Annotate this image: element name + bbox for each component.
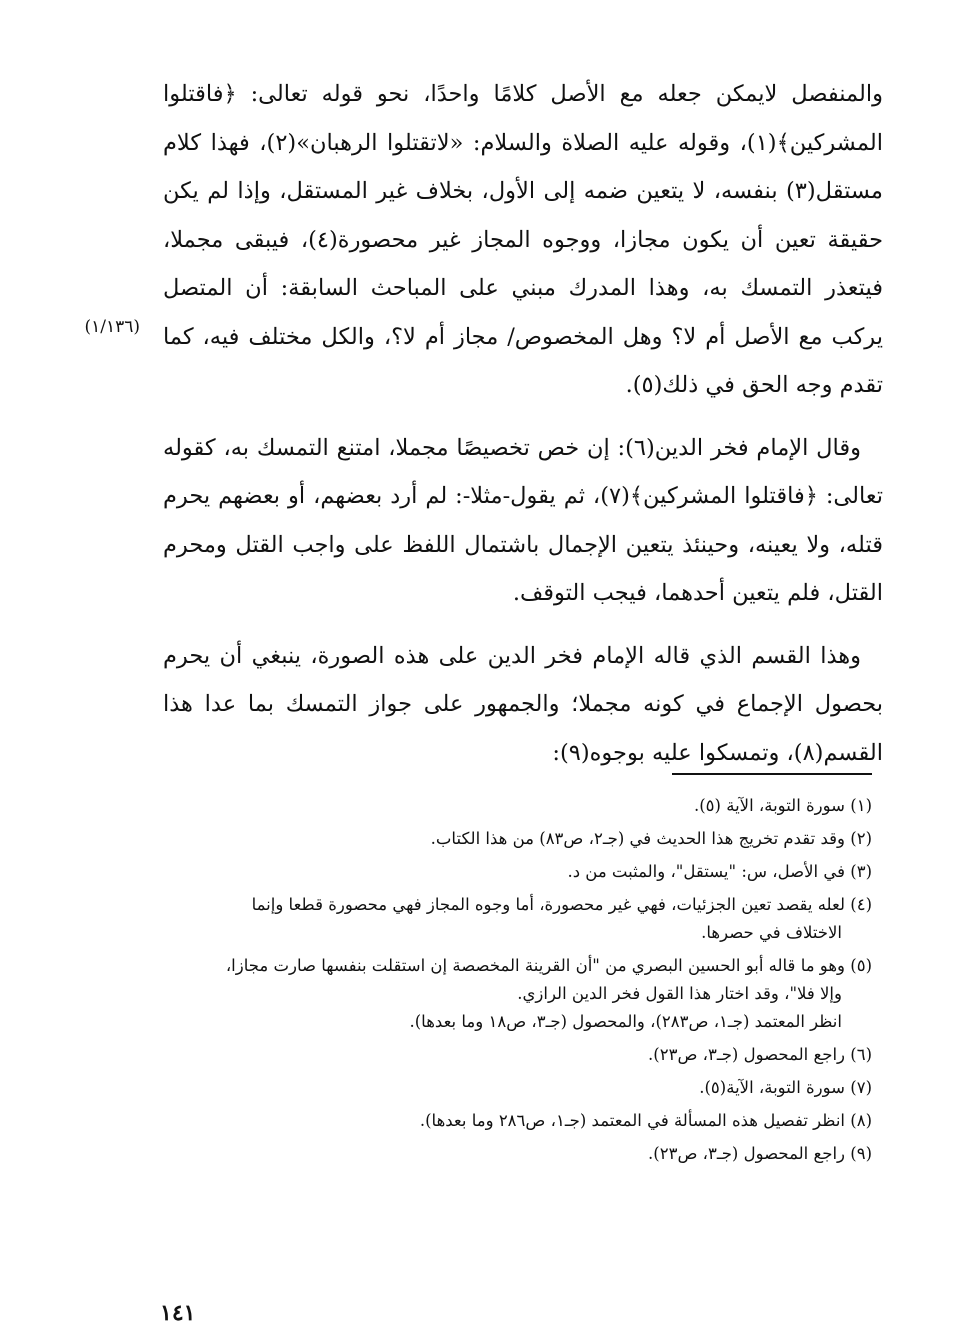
paragraph-2: وقال الإمام فخر الدين(٦): إن خص تخصيصًا مجملا، امتنع التمسك به، كقوله تعالى: ﴿فاقتلوا المشركين﴾(٧)، ثم يقول-مثلا-: لم أرد بعضهم، أو بعضهم يحرم قتله، ولا يعينه، وحينئذ يتعين الإجمال باشتمال اللفظ على واجب القتل ومحرم القتل، فلم يتعين أحدهما، فيجب التوقف.	[163, 434, 883, 606]
footnote-6: (٦) راجع المحصول (جـ٣، ص٢٣).	[648, 1045, 872, 1064]
manuscript-folio-reference: (١/١٣٦)	[84, 317, 140, 337]
footnote-5	[150, 952, 872, 1036]
footnote-4-line-2: الاختلاف في حصرها.	[701, 923, 842, 942]
paragraph-3: وهذا القسم الذي قاله الإمام فخر الدين على هذه الصورة، ينبغي أن يحرم بحصول الإجماع في كونه مجملا؛ والجمهور على جواز التمسك بما عدا هذا القسم(٨)، وتمسكوا عليه بوجوه(٩):	[163, 642, 883, 766]
footnote-3: (٣) في الأصل، س: "يستقل"، والمثبت من د.	[567, 862, 872, 881]
footnote-7: (٧) سورة التوبة، الآية(٥).	[699, 1078, 872, 1097]
footnote-9: (٩) راجع المحصول (جـ٣، ص٢٣).	[648, 1144, 872, 1163]
footnote-divider	[672, 773, 872, 775]
footnote-5-line-2: وإلا فلا"، وقد اختار هذا القول فخر الدين الرازي.	[517, 984, 842, 1003]
page-number: ١٤١	[160, 1300, 196, 1326]
footnote-4-line-1: (٤) لعله يقصد تعين الجزئيات، فهي غير محصورة، أما وجوه المجاز فهي محصورة قطعا وإنما	[251, 895, 872, 914]
footnotes-section	[150, 792, 872, 1173]
main-body-text	[163, 70, 883, 791]
paragraph-1: والمنفصل لايمكن جعله مع الأصل كلامًا واحدًا، نحو قوله تعالى: ﴿فاقتلوا المشركين﴾(١)، وقوله عليه الصلاة والسلام: «لاتقتلوا الرهبان»(٢)، فهذا كلام مستقل(٣) بنفسه، لا يتعين ضمه إلى الأول، بخلاف غير المستقل، وإذا لم يكن حقيقة تعين أن يكون مجازا، ووجوه المجاز غير محصورة(٤)، فيبقى مجملا، فيتعذر التمسك به، وهذا المدرك مبني على المباحث السابقة: أن المتصل يركب مع الأصل أم لا؟ وهل المخصوص/ مجاز أم لا؟، والكل مختلف فيه، كما تقدم وجه الحق في ذلك(٥).	[163, 81, 883, 398]
footnote-5-line-3: انظر المعتمد (جـ١، ص٢٨٣)، والمحصول (جـ٣، ص١٨ وما بعدها).	[409, 1012, 842, 1031]
footnote-1: (١) سورة التوبة، الآية (٥).	[693, 796, 872, 815]
footnote-5-line-1: (٥) وهو ما قاله أبو الحسين البصري من "أن القرينة المخصصة إن استقلت بنفسها صارت مجازا،	[225, 956, 872, 975]
footnote-4	[150, 891, 872, 947]
footnote-8: (٨) انظر تفصيل هذه المسألة في المعتمد (جـ١، ص٢٨٦ وما بعدها).	[419, 1111, 872, 1130]
footnote-2: (٢) وقد تقدم تخريج هذا الحديث في (جـ٢، ص٨٣) من هذا الكتاب.	[430, 829, 872, 848]
